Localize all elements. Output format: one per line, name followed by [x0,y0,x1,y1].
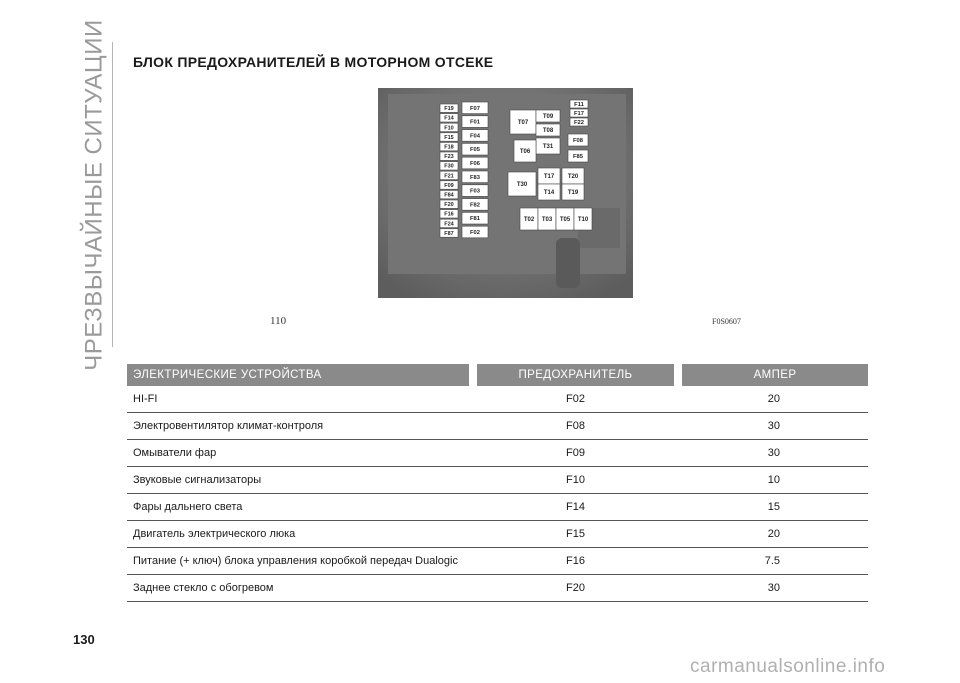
device-cell: Звуковые сигнализаторы [127,467,469,494]
fuse-cell: F16 [477,548,674,575]
fuse-cell: F15 [477,521,674,548]
relay-label: T08 [542,128,554,135]
amp-cell: 15 [682,494,868,521]
relay-label: T05 [559,217,571,224]
amp-cell: 20 [682,521,868,548]
fuse-cell: F14 [477,494,674,521]
fuse-label: F05 [470,147,480,154]
table-row [127,386,868,413]
fuse-label: F10 [444,125,454,132]
amp-cell: 30 [682,440,868,467]
cell-gap [469,575,477,602]
table-row [127,521,868,548]
cell-gap [674,413,682,440]
fuse-label: F85 [573,154,583,161]
cell-gap [469,413,477,440]
header-amp: АМПЕР [682,364,868,386]
section-side-label [78,18,112,371]
fuse-label: F84 [444,192,454,199]
fuse-cell: F20 [477,575,674,602]
fuse-label: F30 [444,163,454,170]
amp-cell: 20 [682,386,868,413]
fuse-label: F16 [444,211,454,218]
cell-gap [469,467,477,494]
fuse-label: F14 [444,115,454,122]
fuse-label: F83 [470,174,480,181]
relay-label: T10 [577,217,589,224]
fuse-label: F09 [444,182,454,189]
relay-label: T20 [567,174,579,181]
page-title: БЛОК ПРЕДОХРАНИТЕЛЕЙ В МОТОРНОМ ОТСЕКЕ [133,54,494,70]
relay-label: T30 [516,182,528,189]
fuse-cell: F10 [477,467,674,494]
fuse-box-illustration [378,88,633,298]
device-cell: Фары дальнего света [127,494,469,521]
cell-gap [674,548,682,575]
watermark: carmanualsonline.info [690,656,886,677]
fuse-table [127,364,868,602]
fuse-label: F08 [573,138,583,145]
device-cell: Двигатель электрического люка [127,521,469,548]
fuse-label: F11 [574,102,584,109]
device-cell: Заднее стекло с обогревом [127,575,469,602]
fuse-label: F07 [470,105,480,112]
cell-gap [674,575,682,602]
fuse-label: F87 [444,230,454,237]
cell-gap [674,494,682,521]
side-divider [112,42,113,347]
device-cell: HI-FI [127,386,469,413]
table-row [127,413,868,440]
relay-label: T17 [543,174,555,181]
fuse-label: F01 [470,119,480,126]
page-number: 130 [73,632,95,647]
table-header-row [127,364,868,386]
table-row [127,467,868,494]
fuse-label: F04 [470,133,480,140]
relay-label: T07 [517,120,529,127]
amp-cell: 7.5 [682,548,868,575]
fuse-box-figure [378,88,633,298]
fuse-label: F21 [444,173,454,180]
cell-gap [674,440,682,467]
fuse-cell: F08 [477,413,674,440]
cell-gap [674,386,682,413]
fuse-label: F24 [444,221,454,228]
fuse-label: F19 [444,106,454,113]
device-cell: Электровентилятор климат-контроля [127,413,469,440]
header-fuse: ПРЕДОХРАНИТЕЛЬ [477,364,674,386]
section-side-label-text: ЧРЕЗВЫЧАЙНЫЕ СИТУАЦИИ [81,18,109,371]
fuse-label: F22 [574,120,584,127]
fuse-label: F81 [470,216,480,223]
cell-gap [674,521,682,548]
relay-label: T14 [543,190,555,197]
device-cell: Омыватели фар [127,440,469,467]
table-row [127,575,868,602]
fuse-label: F15 [444,134,454,141]
relay-label: T06 [519,149,531,156]
amp-cell: 30 [682,413,868,440]
fuse-label: F06 [470,161,480,168]
fuse-cell: F02 [477,386,674,413]
cable-connector [556,238,580,288]
table-row [127,440,868,467]
table-row [127,548,868,575]
fuse-label: F23 [444,154,454,161]
cell-gap [469,548,477,575]
fuse-label: F02 [470,230,480,237]
cell-gap [469,494,477,521]
relay-label: T31 [542,144,554,151]
header-gap [469,364,477,386]
table-row [127,494,868,521]
relay-label: T02 [523,217,535,224]
header-gap [674,364,682,386]
amp-cell: 30 [682,575,868,602]
cell-gap [674,467,682,494]
figure-code: F0S0607 [712,317,741,326]
cell-gap [469,440,477,467]
relay-label: T09 [542,114,554,121]
fuse-label: F17 [574,111,584,118]
header-devices: ЭЛЕКТРИЧЕСКИЕ УСТРОЙСТВА [127,364,469,386]
amp-cell: 10 [682,467,868,494]
device-cell: Питание (+ ключ) блока управления коробкой передач Dualogic [127,548,469,575]
fuse-label: F03 [470,188,480,195]
fuse-label: F18 [444,144,454,151]
relay-label: T19 [567,190,579,197]
fuse-label: F20 [444,202,454,209]
fuse-label: F82 [470,202,480,209]
cell-gap [469,521,477,548]
cell-gap [469,386,477,413]
fuse-cell: F09 [477,440,674,467]
relay-label: T03 [541,217,553,224]
figure-number: 110 [270,315,287,327]
